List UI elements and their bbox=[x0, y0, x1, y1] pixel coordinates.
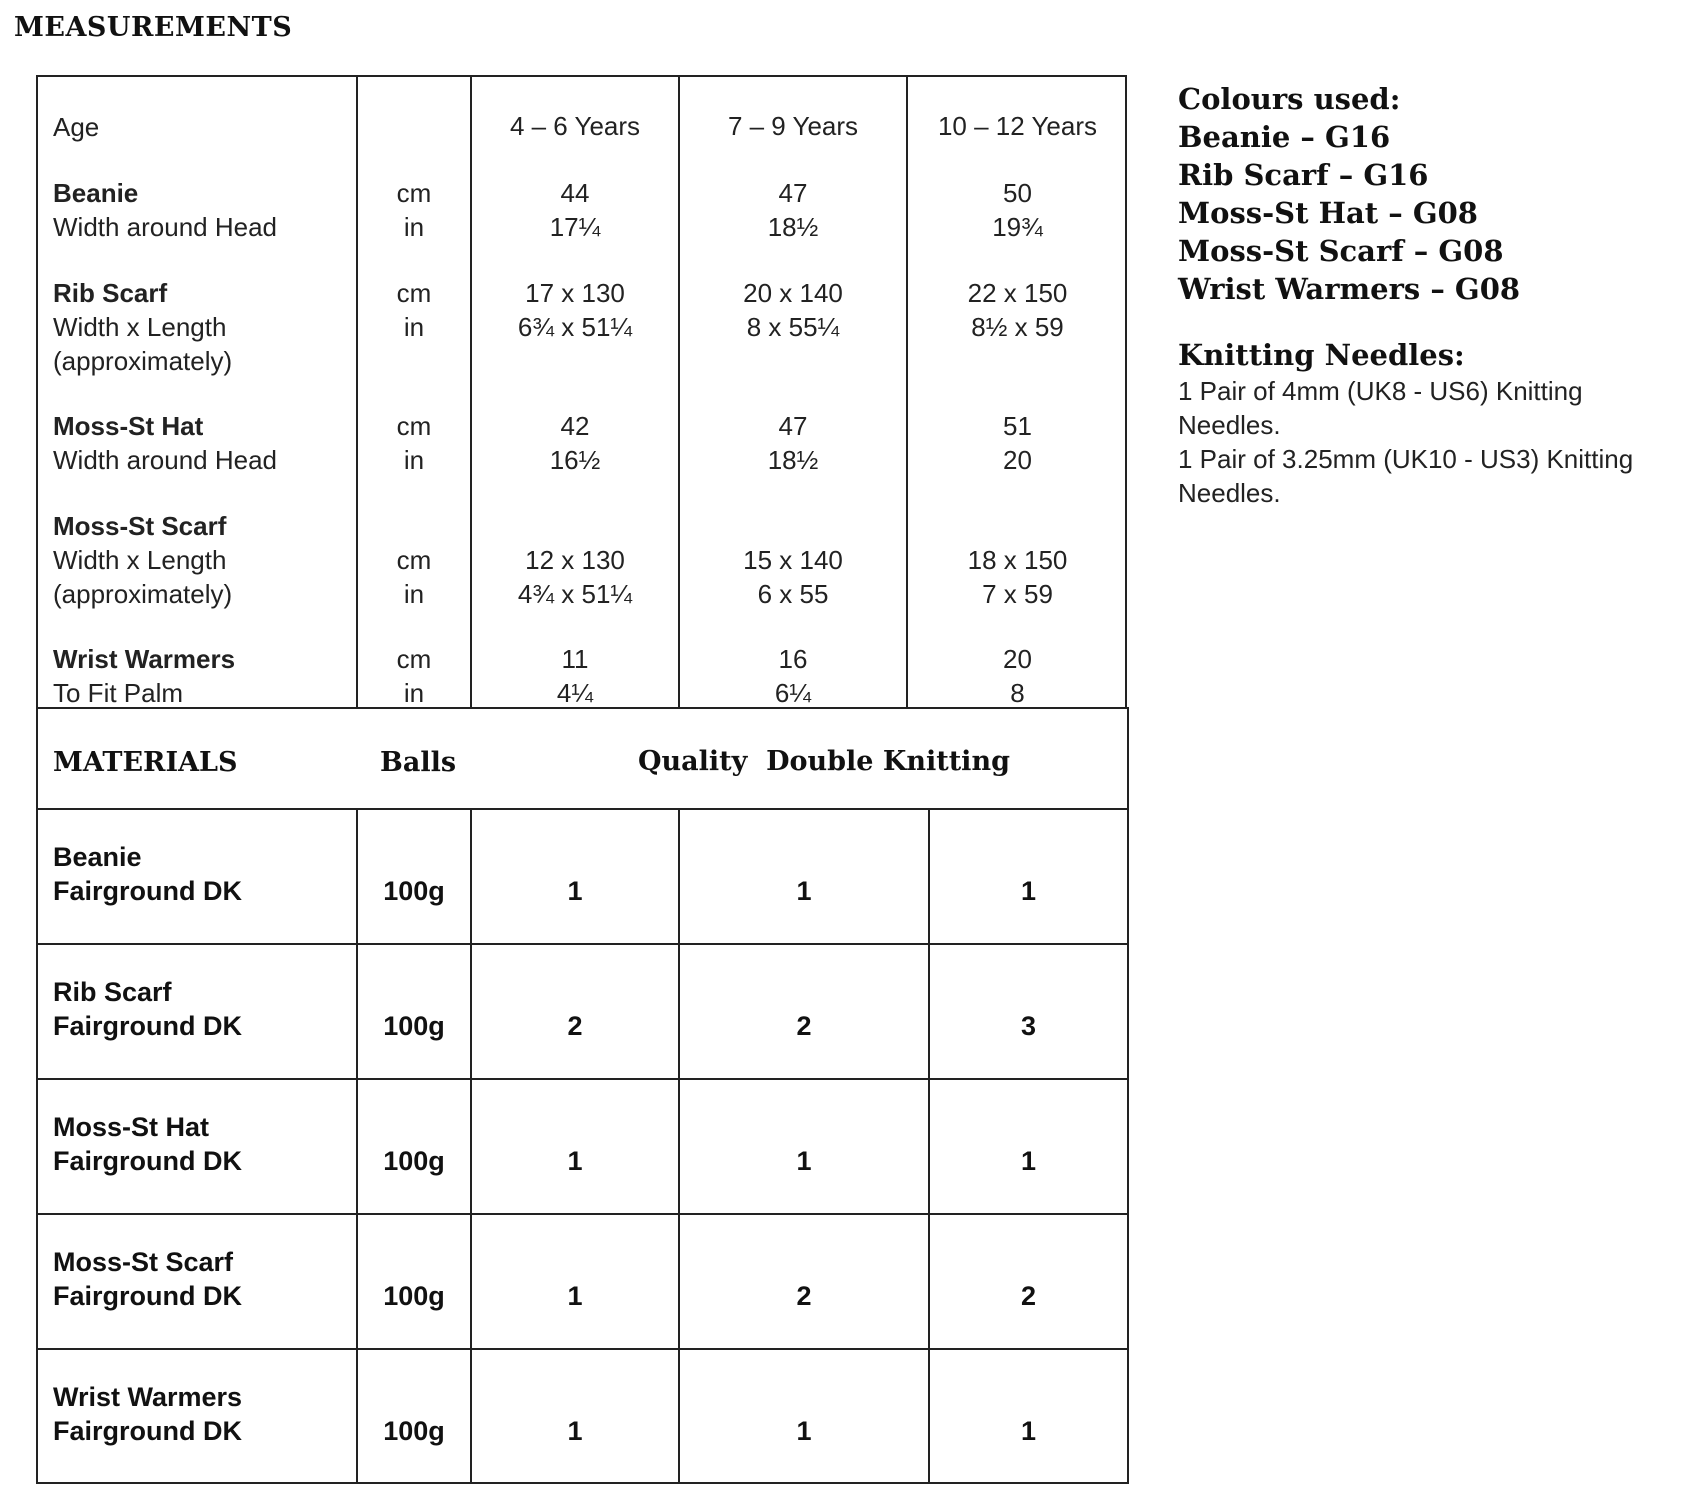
item-name: Rib Scarf bbox=[53, 977, 172, 1007]
value-cm: 20 bbox=[1003, 644, 1032, 674]
item-description: Width around Head bbox=[53, 445, 278, 475]
ball-count: 2 bbox=[1020, 1281, 1037, 1311]
value-cell bbox=[472, 543, 678, 611]
item-name: Moss-St Scarf bbox=[53, 1247, 234, 1277]
value-cell bbox=[472, 409, 678, 477]
ball-count: 1 bbox=[567, 876, 583, 906]
unit-cm: cm bbox=[396, 411, 432, 441]
value-in: 18½ bbox=[767, 445, 819, 475]
ball-weight: 100g bbox=[383, 1281, 445, 1311]
needle-line: Needles. bbox=[1178, 478, 1281, 508]
item-description: Width x Length bbox=[53, 312, 227, 342]
unit-in: in bbox=[403, 579, 425, 609]
value-cell bbox=[680, 176, 906, 244]
ball-count: 1 bbox=[1020, 876, 1037, 906]
ball-count: 1 bbox=[796, 876, 812, 906]
ball-count: 2 bbox=[567, 1011, 583, 1041]
ball-count: 1 bbox=[796, 1416, 812, 1446]
material-item bbox=[53, 1110, 242, 1178]
value-cm: 17 x 130 bbox=[525, 278, 625, 308]
materials-row bbox=[38, 810, 1127, 944]
item-name: Wrist Warmers bbox=[53, 644, 236, 674]
value-cm: 47 bbox=[778, 411, 808, 441]
balls-heading: Balls bbox=[380, 747, 457, 778]
value-in: 16½ bbox=[549, 445, 601, 475]
unit-in: in bbox=[403, 312, 425, 342]
value-cm: 18 x 150 bbox=[967, 545, 1068, 575]
value-cell bbox=[680, 409, 906, 477]
yarn-name: Fairground DK bbox=[53, 876, 242, 906]
ball-count: 3 bbox=[1020, 1011, 1037, 1041]
item-name: Moss-St Hat bbox=[53, 1112, 210, 1142]
value-cm: 15 x 140 bbox=[743, 545, 843, 575]
measurement-item bbox=[53, 509, 232, 611]
item-description: Width around Head bbox=[53, 212, 278, 242]
materials-table bbox=[36, 707, 1129, 1484]
ball-count: 1 bbox=[567, 1146, 583, 1176]
unit-cell bbox=[358, 543, 470, 611]
value-cm: 50 bbox=[1003, 178, 1032, 208]
value-cm: 20 x 140 bbox=[743, 278, 843, 308]
needle-line: Needles. bbox=[1178, 410, 1281, 440]
item-name: Wrist Warmers bbox=[53, 1382, 243, 1412]
value-in: 17¼ bbox=[549, 212, 601, 242]
colour-entry: Moss-St Scarf – G08 bbox=[1178, 234, 1504, 268]
yarn-name: Fairground DK bbox=[53, 1416, 242, 1446]
value-in: 8 x 55¼ bbox=[746, 312, 840, 342]
value-cm: 22 x 150 bbox=[967, 278, 1068, 308]
ball-count: 1 bbox=[1020, 1416, 1037, 1446]
colour-entry: Beanie – G16 bbox=[1178, 120, 1391, 154]
age-label: Age bbox=[53, 112, 100, 142]
value-cell bbox=[908, 276, 1127, 344]
item-description: To Fit Palm bbox=[53, 678, 184, 708]
value-in: 8½ x 59 bbox=[971, 312, 1064, 342]
value-cm: 44 bbox=[560, 178, 590, 208]
item-name: Beanie bbox=[53, 842, 142, 872]
colour-entry: Wrist Warmers – G08 bbox=[1178, 272, 1521, 306]
materials-row bbox=[38, 1080, 1127, 1214]
unit-cm: cm bbox=[396, 644, 432, 674]
needle-line: 1 Pair of 4mm (UK8 - US6) Knitting bbox=[1178, 376, 1583, 406]
ball-count: 1 bbox=[567, 1416, 583, 1446]
materials-heading: MATERIALS bbox=[53, 747, 238, 778]
value-cell bbox=[680, 642, 906, 710]
value-cm: 47 bbox=[778, 178, 808, 208]
ball-weight: 100g bbox=[383, 1146, 445, 1176]
material-item bbox=[53, 975, 242, 1043]
ball-weight: 100g bbox=[383, 876, 445, 906]
size-header: 4 – 6 Years bbox=[509, 111, 641, 141]
page-title: MEASUREMENTS bbox=[14, 12, 293, 43]
value-in: 7 x 59 bbox=[982, 579, 1053, 609]
item-name: Rib Scarf bbox=[53, 278, 168, 308]
size-header: 7 – 9 Years bbox=[727, 111, 859, 141]
value-cell bbox=[908, 543, 1127, 611]
value-in: 4¾ x 51¼ bbox=[517, 579, 633, 609]
column-divider bbox=[678, 77, 680, 707]
yarn-name: Fairground DK bbox=[53, 1146, 242, 1176]
value-cell bbox=[472, 176, 678, 244]
column-divider bbox=[906, 77, 908, 707]
unit-cell bbox=[358, 176, 470, 244]
item-name: Moss-St Hat bbox=[53, 411, 204, 441]
value-in: 18½ bbox=[767, 212, 819, 242]
value-cm: 16 bbox=[778, 644, 808, 674]
unit-cm: cm bbox=[396, 278, 432, 308]
materials-row bbox=[38, 1350, 1127, 1484]
value-cm: 42 bbox=[560, 411, 590, 441]
ball-weight: 100g bbox=[383, 1011, 445, 1041]
measurement-item bbox=[53, 176, 277, 244]
value-in: 6¾ x 51¼ bbox=[517, 312, 633, 342]
value-cell bbox=[472, 276, 678, 344]
unit-cm: cm bbox=[396, 178, 432, 208]
measurement-item bbox=[53, 276, 232, 378]
unit-cm: cm bbox=[396, 545, 432, 575]
value-cm: 12 x 130 bbox=[525, 545, 625, 575]
value-cm: 51 bbox=[1003, 411, 1032, 441]
needle-line: 1 Pair of 3.25mm (UK10 - US3) Knitting bbox=[1178, 444, 1634, 474]
size-header: 10 – 12 Years bbox=[937, 111, 1098, 141]
colour-entry: Moss-St Hat – G08 bbox=[1178, 196, 1478, 230]
info-sidebar bbox=[1178, 80, 1688, 510]
item-description: (approximately) bbox=[53, 346, 233, 376]
materials-row bbox=[38, 1215, 1127, 1349]
ball-weight: 100g bbox=[383, 1416, 445, 1446]
item-description: Width x Length bbox=[53, 545, 227, 575]
quality-heading: Quality Double Knitting bbox=[638, 746, 1010, 777]
ball-count: 2 bbox=[796, 1281, 812, 1311]
material-item bbox=[53, 840, 242, 908]
ball-count: 1 bbox=[567, 1281, 583, 1311]
measurement-item bbox=[53, 409, 277, 477]
colours-title: Colours used: bbox=[1178, 82, 1401, 116]
item-description: (approximately) bbox=[53, 579, 233, 609]
unit-cell bbox=[358, 276, 470, 344]
ball-count: 2 bbox=[796, 1011, 812, 1041]
item-name: Beanie bbox=[53, 178, 139, 208]
materials-row bbox=[38, 945, 1127, 1079]
measurements-table bbox=[36, 75, 1127, 709]
value-cell bbox=[472, 642, 678, 710]
ball-count: 1 bbox=[1020, 1146, 1037, 1176]
unit-in: in bbox=[403, 212, 425, 242]
needles-title: Knitting Needles: bbox=[1178, 338, 1465, 372]
material-item bbox=[53, 1380, 242, 1448]
unit-in: in bbox=[403, 445, 425, 475]
value-in: 8 bbox=[1010, 678, 1025, 708]
value-cell bbox=[680, 543, 906, 611]
ball-count: 1 bbox=[796, 1146, 812, 1176]
value-cell bbox=[908, 409, 1127, 477]
value-in: 6 x 55 bbox=[757, 579, 829, 609]
value-in: 4¼ bbox=[556, 678, 594, 708]
measurement-item bbox=[53, 642, 235, 710]
value-cell bbox=[908, 642, 1127, 710]
yarn-name: Fairground DK bbox=[53, 1011, 242, 1041]
value-cell bbox=[680, 276, 906, 344]
value-in: 6¼ bbox=[774, 678, 812, 708]
yarn-name: Fairground DK bbox=[53, 1281, 242, 1311]
value-in: 20 bbox=[1003, 445, 1032, 475]
unit-cell bbox=[358, 409, 470, 477]
value-in: 19¾ bbox=[992, 212, 1043, 242]
colour-entry: Rib Scarf – G16 bbox=[1178, 158, 1429, 192]
value-cm: 11 bbox=[561, 644, 589, 674]
column-divider bbox=[470, 77, 472, 707]
unit-in: in bbox=[403, 678, 425, 708]
item-name: Moss-St Scarf bbox=[53, 511, 227, 541]
material-item bbox=[53, 1245, 242, 1313]
unit-cell bbox=[358, 642, 470, 710]
value-cell bbox=[908, 176, 1127, 244]
column-divider bbox=[356, 77, 358, 707]
